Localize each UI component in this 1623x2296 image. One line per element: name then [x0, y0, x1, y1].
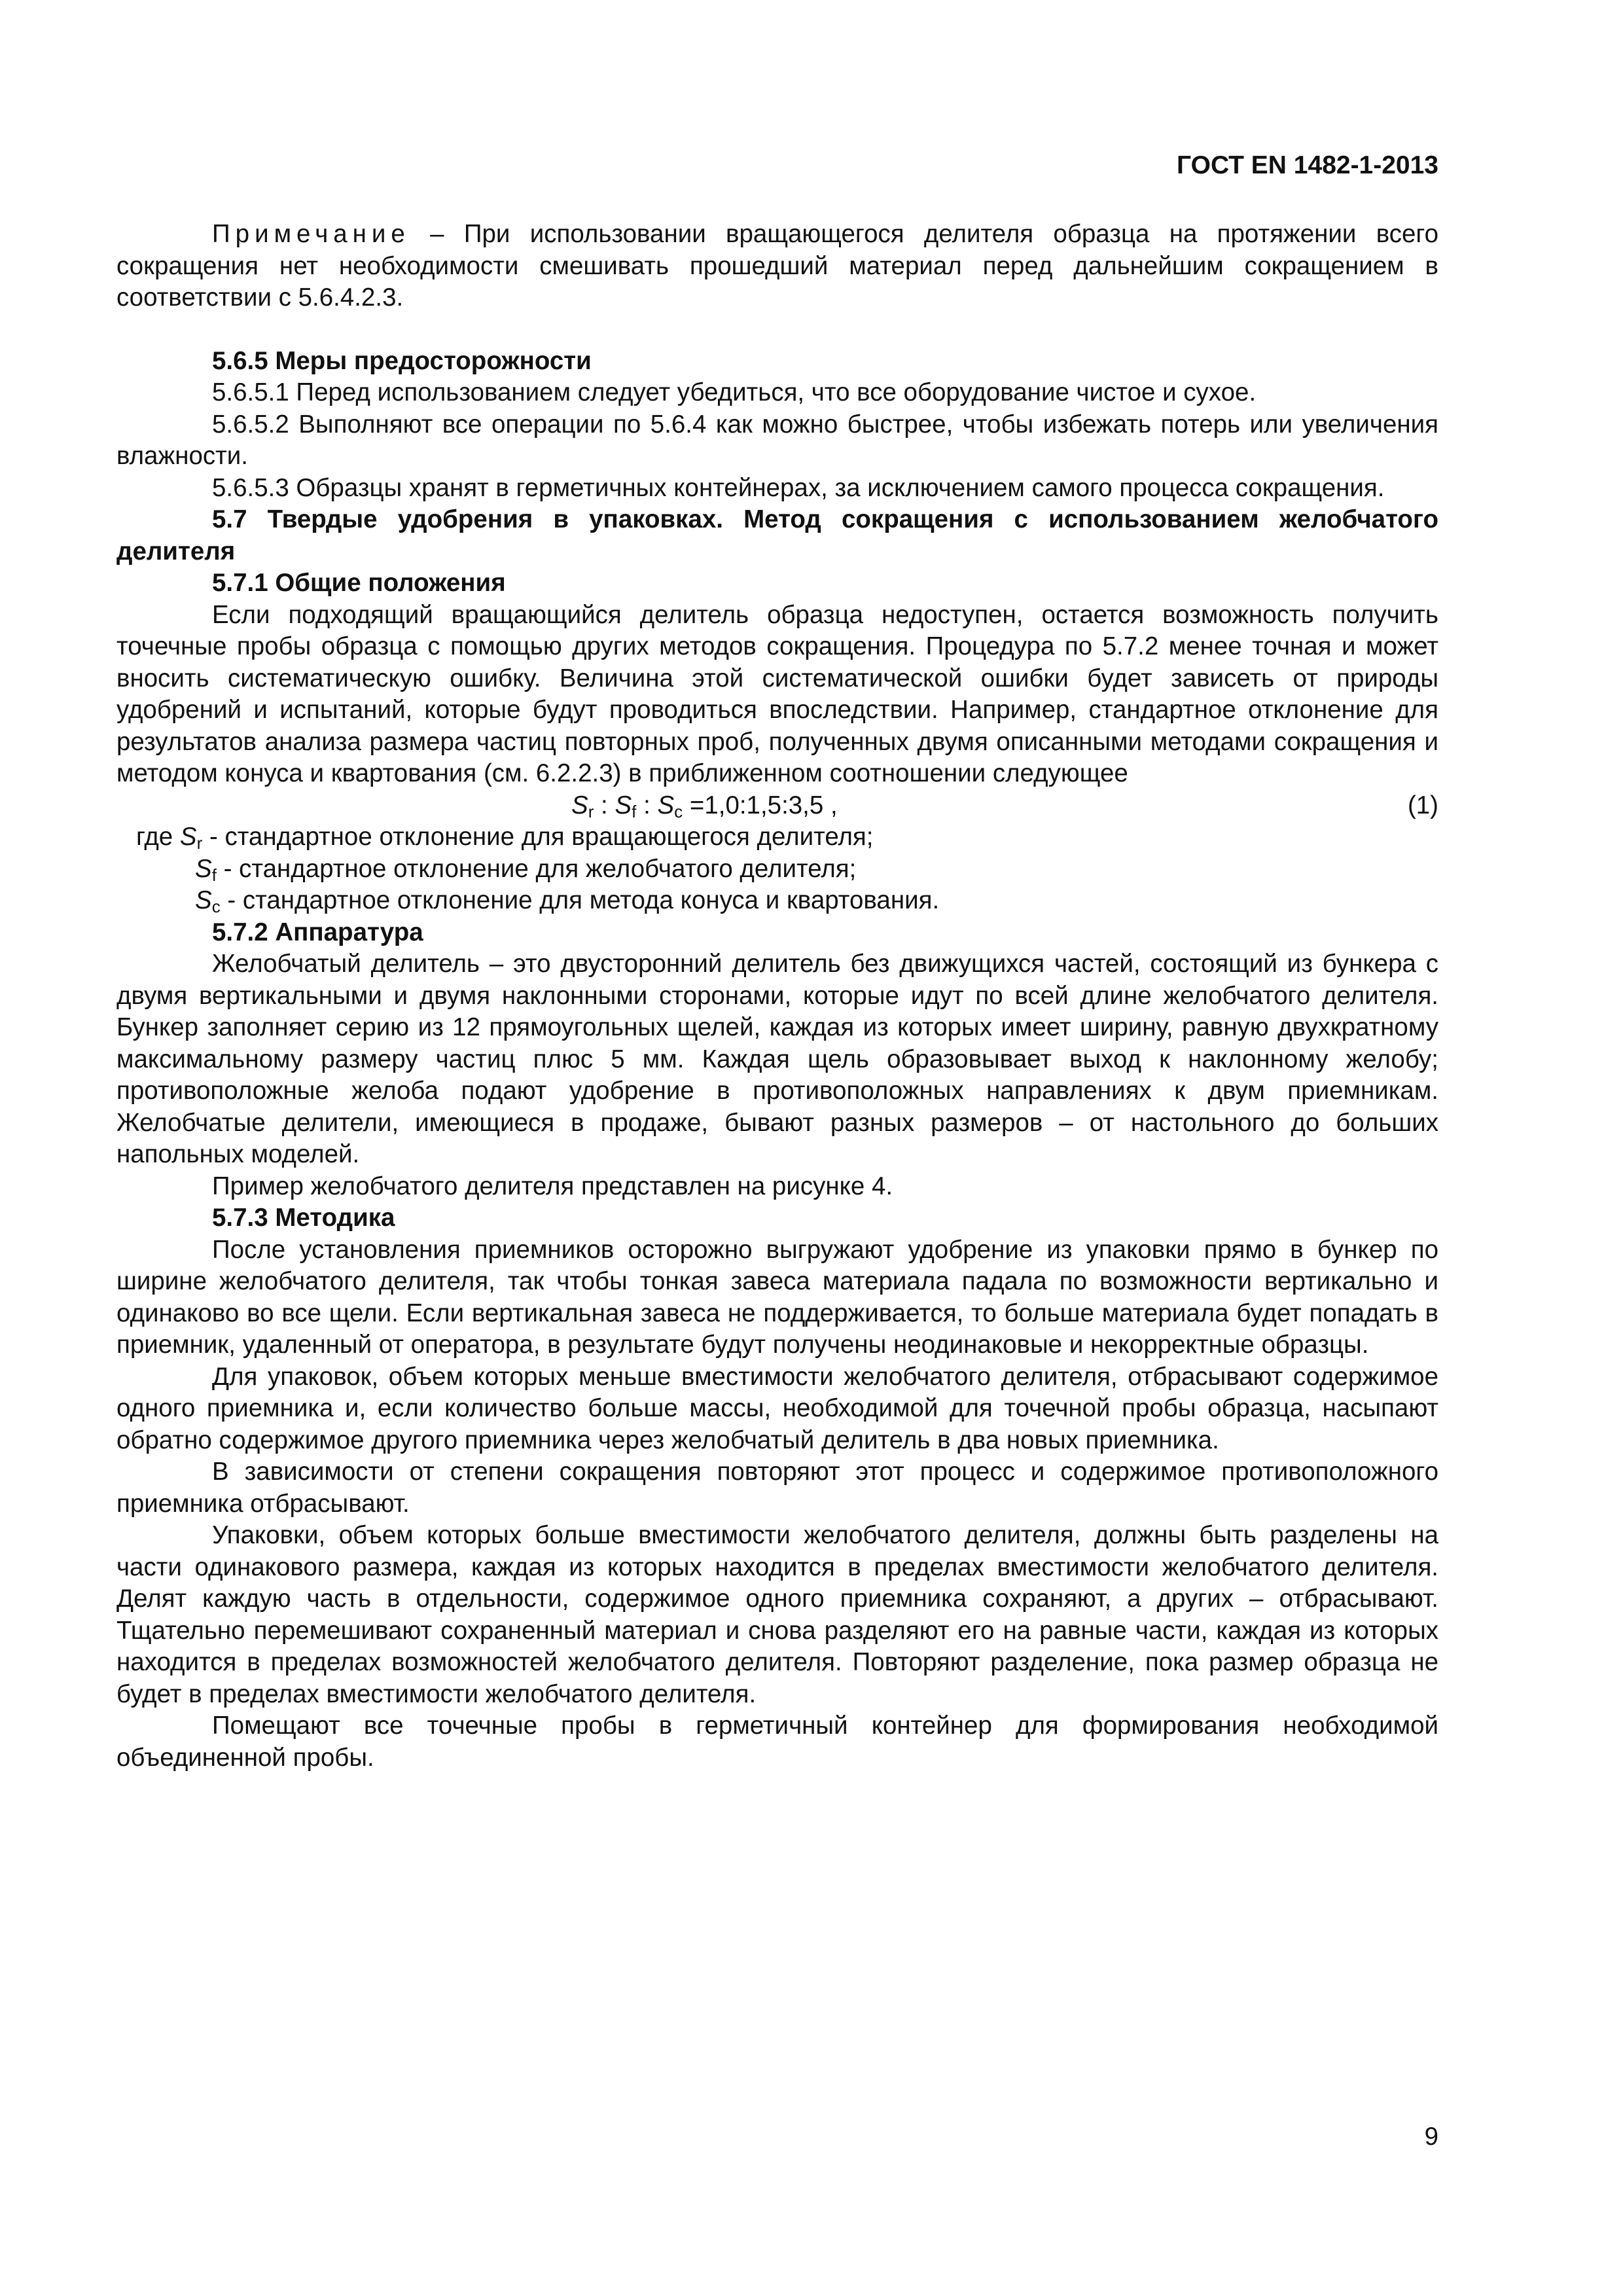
paragraph-5-7-2-text: Желобчатый делитель – это двусторонний делитель без движущихся частей, состоящий из бункера с двумя вертикальными и двумя наклонными сторонами, которые идут по всей длине желобчатого делителя. Бункер заполняет серию из 12 прямоугольных щелей, каждая из которых имеет ширину, равную двухкратному максимальному размеру частиц плюс 5 мм. Каждая щель образовывает выход к наклонному желобу; противоположные желоба подают удобрение в противоположных направлениях к двум приемникам. Желобчатые делители, имеющиеся в продаже, бывают разных размеров – от настольного до больших напольных моделей.	[116, 950, 1438, 1168]
where-line-sc: $S_c$ - стандартное отклонение для метода конуса и квартования.	[195, 886, 940, 916]
paragraph-5-7-1-text: Если подходящий вращающийся делитель образца недоступен, остается возможность получить точечные пробы образца с помощью других методов сокращения. Процедура по 5.7.2 менее точная и может вносить систематическую ошибку. Величина этой систематической ошибки будет зависеть от природы удобрений и испытаний, которые будут проводиться впоследствии. Например, стандартное отклонение для результатов анализа размера частиц повторных проб, полученных двумя описанными методами сокращения и методом конуса и квартования (см. 6.2.2.3) в приближенном соотношении следующее	[116, 600, 1438, 787]
formula-number: (1)	[1407, 791, 1438, 819]
paragraph-5-7-3-4: Упаковки, объем которых больше вместимости желобчатого делителя, должны быть разделены на части одинакового размера, каждая из которых находится в пределах вместимости желобчатого делителя. Делят каждую часть в отдельности, содержимое одного приемника сохраняют, а других – отбрасывают. Тщательно перемешивают сохраненный материал и снова разделяют его на равные части, каждая из которых находится в пределах возможностей желобчатого делителя. Повторяют разделение, пока размер образца не будет в пределах вместимости желобчатого делителя.	[116, 1521, 1438, 1708]
paragraph-5-6-5-3: 5.6.5.3 Образцы хранят в герметичных контейнерах, за исключением самого процесса сокращения.	[212, 473, 1385, 502]
section-heading-5-6-5: 5.6.5 Меры предосторожности	[212, 346, 592, 375]
paragraph-5-7-3-1: После установления приемников осторожно выгружают удобрение из упаковки прямо в бункер по ширине желобчатого делителя, так чтобы тонкая завеса материала падала по возможности вертикально и одинаково во все щели. Если вертикальная завеса не поддерживается, то больше материала будет попадать в приемник, удаленный от оператора, в результате будут получены неодинаковые и некорректные образцы.	[116, 1235, 1438, 1359]
where-line-sf: $S_f$ - стандартное отклонение для желобчатого делителя;	[195, 854, 857, 885]
paragraph-5-6-5-2: 5.6.5.2 Выполняют все операции по 5.6.4 как можно быстрее, чтобы избежать потерь или увеличения влажности.	[116, 410, 1438, 470]
section-heading-5-7-2: 5.7.2 Аппаратура	[212, 918, 423, 946]
formula-1	[116, 790, 1438, 822]
document-body	[116, 219, 1438, 1774]
note-paragraph	[116, 219, 1438, 314]
paragraph-5-7-3-3: В зависимости от степени сокращения повторяют этот процесс и содержимое противоположного приемника отбрасывают.	[116, 1458, 1438, 1518]
note-label: Примечание	[212, 220, 410, 248]
formula-expression: $S_r$ : $S_f$ : $S_c$ =1,0:1,5:3,5 ,	[571, 791, 838, 821]
paragraph-5-7-2-example: Пример желобчатого делителя представлен на рисунке 4.	[212, 1172, 893, 1200]
section-heading-5-7-3: 5.7.3 Методика	[212, 1204, 395, 1232]
page-number: 9	[1424, 2123, 1438, 2151]
paragraph-5-6-5-1: 5.6.5.1 Перед использованием следует убедиться, что все оборудование чистое и сухое.	[212, 378, 1257, 406]
document-id-header: ГОСТ EN 1482-1-2013	[1177, 151, 1438, 179]
paragraph-5-7-3-5: Помещают все точечные пробы в герметичный контейнер для формирования необходимой объединенной пробы.	[116, 1712, 1438, 1772]
section-heading-5-7: 5.7 Твердые удобрения в упаковках. Метод сокращения с использованием желобчатого делителя	[116, 505, 1438, 565]
where-line-sr: где $S_r$ - стандартное отклонение для вращающегося делителя;	[136, 823, 874, 853]
section-heading-5-7-1: 5.7.1 Общие положения	[212, 569, 506, 597]
note-text: – При использовании вращающегося делителя образца на протяжении всего сокращения нет необходимости смешивать прошедший материал перед дальнейшим сокращением в соответствии с 5.6.4.2.3.	[116, 220, 1438, 312]
paragraph-5-7-3-2: Для упаковок, объем которых меньше вместимости желобчатого делителя, отбрасывают содержимое одного приемника и, если количество больше массы, необходимой для точечной пробы образца, насыпают обратно содержимое другого приемника через желобчатый делитель в два новых приемника.	[116, 1362, 1438, 1454]
